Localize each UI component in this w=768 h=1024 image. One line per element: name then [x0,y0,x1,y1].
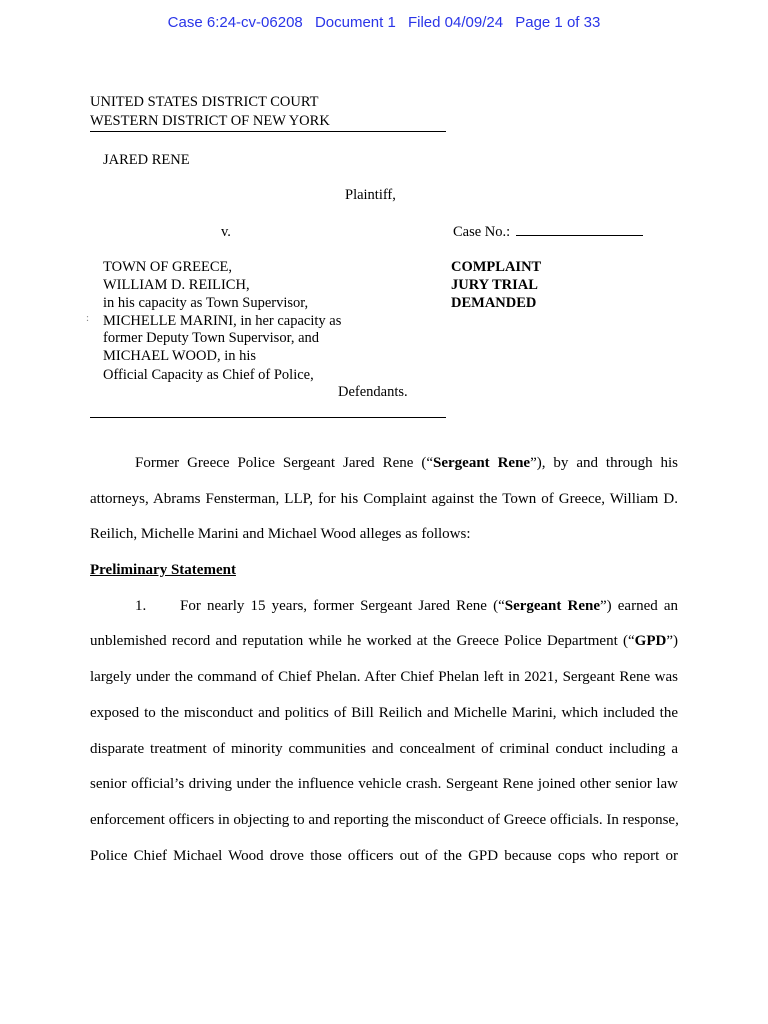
para-line: disparate treatment of minority communities and concealment of criminal conduct including a [90,741,678,757]
filed-date: Filed 04/09/24 [407,14,504,31]
court-name-line2: WESTERN DISTRICT OF NEW YORK [90,113,330,129]
intro-line: attorneys, Abrams Fensterman, LLP, for his Complaint against the Town of Greece, William D. [90,491,678,507]
para-line: For nearly 15 years, former Sergeant Jared Rene (“Sergeant Rene”) earned an [180,598,678,614]
defendant-line: TOWN OF GREECE, [103,259,233,275]
paragraph-number: 1. [135,598,147,614]
caption-bottom-rule [90,417,446,418]
defendant-line: MICHAEL WOOD, in his [103,348,257,364]
defendant-line: MICHELLE MARINI, in her capacity as [103,313,342,329]
defendant-line: Official Capacity as Chief of Police, [103,367,314,383]
doc-type-complaint: COMPLAINT [451,259,542,275]
ecf-header [0,14,768,31]
para-line: enforcement officers in objecting to and reporting the misconduct of Greece officials. In response, [90,812,679,828]
defendants-label: Defendants. [338,384,408,400]
document-number: Document 1 [314,14,396,31]
case-no-field [453,223,643,241]
versus: v. [221,224,231,240]
doc-type-jury-trial: JURY TRIAL [451,277,538,293]
para-line: exposed to the misconduct and politics of Bill Reilich and Michelle Marini, which included the [90,705,678,721]
section-heading: Preliminary Statement [90,562,236,578]
doc-type-demanded: DEMANDED [451,295,537,311]
case-number: Case 6:24-cv-06208 [167,14,303,31]
caption-top-rule [90,131,446,132]
intro-line: Reilich, Michelle Marini and Michael Wood alleges as follows: [90,526,471,542]
defendant-line: in his capacity as Town Supervisor, [103,295,309,311]
margin-mark: : [86,312,90,324]
para-line: Police Chief Michael Wood drove those officers out of the GPD because cops who report or [90,848,678,864]
court-name-line1: UNITED STATES DISTRICT COURT [90,94,319,110]
intro-line: Former Greece Police Sergeant Jared Rene (“Sergeant Rene”), by and through his [135,455,679,471]
para-line: largely under the command of Chief Phelan. After Chief Phelan left in 2021, Sergeant Rene was [90,669,678,685]
defendant-line: WILLIAM D. REILICH, [103,277,250,293]
case-no-blank [516,223,643,236]
plaintiff-name: JARED RENE [103,152,190,168]
case-no-label: Case No.: [453,224,511,240]
defendant-line: former Deputy Town Supervisor, and [103,330,319,346]
plaintiff-label: Plaintiff, [345,187,396,203]
para-line: senior official’s driving under the influence vehicle crash. Sergeant Rene joined other senior law [90,776,678,792]
para-line: unblemished record and reputation while he worked at the Greece Police Department (“GPD”) [90,633,678,649]
page-count: Page 1 of 33 [515,14,601,31]
